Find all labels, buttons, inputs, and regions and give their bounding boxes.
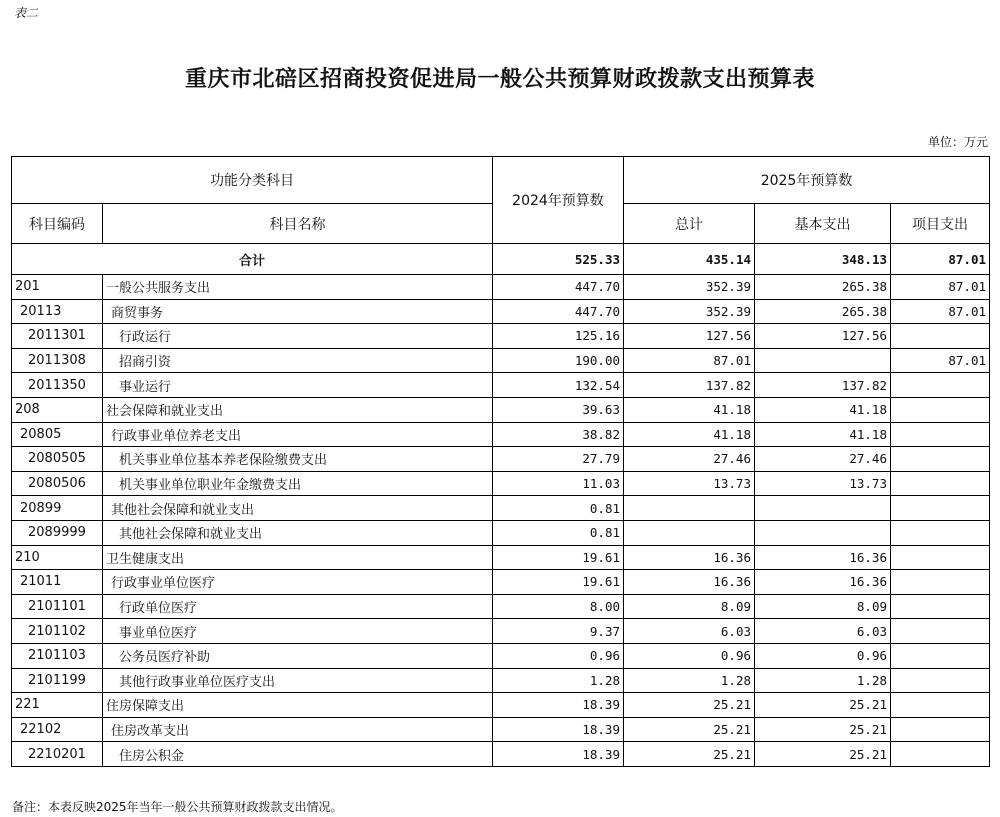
cell-basic: 27.46 xyxy=(755,447,891,472)
cell-b2024: 27.79 xyxy=(493,447,624,472)
cell-project xyxy=(891,717,990,742)
budget-table xyxy=(11,156,990,767)
cell-name: 行政单位医疗 xyxy=(103,594,493,619)
table-label: 表二 xyxy=(14,6,39,20)
total-2025-project: 87.01 xyxy=(891,244,990,275)
cell-project xyxy=(891,693,990,718)
cell-b2024: 190.00 xyxy=(493,348,624,373)
cell-total: 16.36 xyxy=(624,545,755,570)
cell-project xyxy=(891,447,990,472)
cell-code: 21011 xyxy=(12,570,103,595)
cell-code: 2080505 xyxy=(12,447,103,472)
header-code: 科目编码 xyxy=(12,204,103,244)
cell-code: 2101103 xyxy=(12,643,103,668)
total-2025-basic: 348.13 xyxy=(755,244,891,275)
page-title: 重庆市北碚区招商投资促进局一般公共预算财政拨款支出预算表 xyxy=(184,66,815,92)
cell-total: 25.21 xyxy=(624,742,755,767)
cell-project xyxy=(891,570,990,595)
cell-b2024: 8.00 xyxy=(493,594,624,619)
header-total: 总计 xyxy=(624,204,755,244)
cell-b2024: 132.54 xyxy=(493,373,624,398)
table-row xyxy=(12,594,990,619)
cell-total xyxy=(624,520,755,545)
cell-name: 住房改革支出 xyxy=(103,717,493,742)
table-row xyxy=(12,348,990,373)
cell-basic: 16.36 xyxy=(755,545,891,570)
cell-code: 208 xyxy=(12,397,103,422)
cell-basic xyxy=(755,348,891,373)
cell-project xyxy=(891,668,990,693)
cell-b2024: 19.61 xyxy=(493,570,624,595)
cell-name: 机关事业单位职业年金缴费支出 xyxy=(103,471,493,496)
cell-basic: 41.18 xyxy=(755,422,891,447)
cell-name: 事业单位医疗 xyxy=(103,619,493,644)
table-row xyxy=(12,422,990,447)
table-row xyxy=(12,496,990,521)
cell-project: 87.01 xyxy=(891,299,990,324)
cell-total: 16.36 xyxy=(624,570,755,595)
cell-code: 2101101 xyxy=(12,594,103,619)
cell-basic: 6.03 xyxy=(755,619,891,644)
cell-basic: 25.21 xyxy=(755,742,891,767)
cell-basic: 265.38 xyxy=(755,299,891,324)
total-row xyxy=(12,244,990,275)
cell-project xyxy=(891,643,990,668)
header-basic: 基本支出 xyxy=(755,204,891,244)
header-func-class: 功能分类科目 xyxy=(12,157,493,204)
cell-basic: 25.21 xyxy=(755,717,891,742)
table-row xyxy=(12,373,990,398)
cell-total: 1.28 xyxy=(624,668,755,693)
table-row xyxy=(12,619,990,644)
cell-project: 87.01 xyxy=(891,275,990,300)
cell-name: 商贸事务 xyxy=(103,299,493,324)
table-row xyxy=(12,545,990,570)
cell-name: 卫生健康支出 xyxy=(103,545,493,570)
cell-basic: 25.21 xyxy=(755,693,891,718)
cell-b2024: 11.03 xyxy=(493,471,624,496)
table-header xyxy=(12,157,990,244)
cell-code: 2011301 xyxy=(12,324,103,349)
cell-basic: 13.73 xyxy=(755,471,891,496)
cell-code: 2011308 xyxy=(12,348,103,373)
cell-name: 社会保障和就业支出 xyxy=(103,397,493,422)
table-row xyxy=(12,643,990,668)
cell-project xyxy=(891,324,990,349)
table-row xyxy=(12,275,990,300)
cell-code: 2089999 xyxy=(12,520,103,545)
cell-total: 87.01 xyxy=(624,348,755,373)
cell-b2024: 18.39 xyxy=(493,742,624,767)
cell-basic: 16.36 xyxy=(755,570,891,595)
cell-project xyxy=(891,594,990,619)
header-budget-2025: 2025年预算数 xyxy=(624,157,990,204)
cell-code: 22102 xyxy=(12,717,103,742)
total-2025-total: 435.14 xyxy=(624,244,755,275)
cell-project xyxy=(891,422,990,447)
cell-project xyxy=(891,742,990,767)
table-row xyxy=(12,742,990,767)
cell-total: 352.39 xyxy=(624,299,755,324)
cell-total: 25.21 xyxy=(624,717,755,742)
cell-b2024: 18.39 xyxy=(493,717,624,742)
cell-project xyxy=(891,471,990,496)
header-project: 项目支出 xyxy=(891,204,990,244)
cell-name: 住房保障支出 xyxy=(103,693,493,718)
cell-code: 2080506 xyxy=(12,471,103,496)
cell-b2024: 0.81 xyxy=(493,520,624,545)
cell-basic: 127.56 xyxy=(755,324,891,349)
cell-code: 2210201 xyxy=(12,742,103,767)
header-budget-2024: 2024年预算数 xyxy=(493,157,624,244)
table-row xyxy=(12,299,990,324)
cell-code: 201 xyxy=(12,275,103,300)
cell-name: 招商引资 xyxy=(103,348,493,373)
table-row xyxy=(12,471,990,496)
cell-project xyxy=(891,373,990,398)
cell-total: 41.18 xyxy=(624,397,755,422)
cell-b2024: 19.61 xyxy=(493,545,624,570)
cell-total: 41.18 xyxy=(624,422,755,447)
cell-total: 13.73 xyxy=(624,471,755,496)
cell-basic xyxy=(755,496,891,521)
cell-code: 2011350 xyxy=(12,373,103,398)
cell-total: 6.03 xyxy=(624,619,755,644)
cell-name: 公务员医疗补助 xyxy=(103,643,493,668)
cell-name: 住房公积金 xyxy=(103,742,493,767)
cell-name: 行政事业单位养老支出 xyxy=(103,422,493,447)
table-body xyxy=(12,244,990,767)
cell-name: 机关事业单位基本养老保险缴费支出 xyxy=(103,447,493,472)
cell-code: 2101102 xyxy=(12,619,103,644)
cell-name: 其他行政事业单位医疗支出 xyxy=(103,668,493,693)
cell-code: 210 xyxy=(12,545,103,570)
table-row xyxy=(12,520,990,545)
cell-project xyxy=(891,545,990,570)
cell-code: 221 xyxy=(12,693,103,718)
table-row xyxy=(12,324,990,349)
footnote: 备注：本表反映2025年当年一般公共预算财政拨款支出情况。 xyxy=(12,800,343,814)
total-label: 合计 xyxy=(12,244,493,275)
table-row xyxy=(12,447,990,472)
table-row xyxy=(12,397,990,422)
cell-basic: 8.09 xyxy=(755,594,891,619)
cell-name: 一般公共服务支出 xyxy=(103,275,493,300)
cell-name: 事业运行 xyxy=(103,373,493,398)
cell-basic: 265.38 xyxy=(755,275,891,300)
cell-b2024: 39.63 xyxy=(493,397,624,422)
table-row xyxy=(12,693,990,718)
cell-b2024: 447.70 xyxy=(493,275,624,300)
cell-total: 27.46 xyxy=(624,447,755,472)
cell-code: 2101199 xyxy=(12,668,103,693)
table-row xyxy=(12,668,990,693)
cell-project xyxy=(891,496,990,521)
cell-name: 行政运行 xyxy=(103,324,493,349)
cell-b2024: 1.28 xyxy=(493,668,624,693)
cell-project xyxy=(891,520,990,545)
cell-b2024: 9.37 xyxy=(493,619,624,644)
cell-name: 行政事业单位医疗 xyxy=(103,570,493,595)
cell-total: 352.39 xyxy=(624,275,755,300)
cell-total: 0.96 xyxy=(624,643,755,668)
cell-b2024: 38.82 xyxy=(493,422,624,447)
cell-name: 其他社会保障和就业支出 xyxy=(103,496,493,521)
table-row xyxy=(12,717,990,742)
cell-b2024: 125.16 xyxy=(493,324,624,349)
cell-code: 20899 xyxy=(12,496,103,521)
header-name: 科目名称 xyxy=(103,204,493,244)
cell-project xyxy=(891,619,990,644)
cell-basic: 1.28 xyxy=(755,668,891,693)
cell-project xyxy=(891,397,990,422)
cell-total: 127.56 xyxy=(624,324,755,349)
cell-basic: 41.18 xyxy=(755,397,891,422)
cell-b2024: 18.39 xyxy=(493,693,624,718)
cell-basic xyxy=(755,520,891,545)
cell-total: 8.09 xyxy=(624,594,755,619)
cell-code: 20113 xyxy=(12,299,103,324)
cell-basic: 0.96 xyxy=(755,643,891,668)
unit-label: 单位：万元 xyxy=(927,135,988,149)
cell-code: 20805 xyxy=(12,422,103,447)
cell-b2024: 0.96 xyxy=(493,643,624,668)
table-row xyxy=(12,570,990,595)
cell-name: 其他社会保障和就业支出 xyxy=(103,520,493,545)
cell-b2024: 447.70 xyxy=(493,299,624,324)
cell-total: 25.21 xyxy=(624,693,755,718)
cell-total: 137.82 xyxy=(624,373,755,398)
cell-project: 87.01 xyxy=(891,348,990,373)
cell-total xyxy=(624,496,755,521)
cell-b2024: 0.81 xyxy=(493,496,624,521)
cell-basic: 137.82 xyxy=(755,373,891,398)
total-2024: 525.33 xyxy=(493,244,624,275)
